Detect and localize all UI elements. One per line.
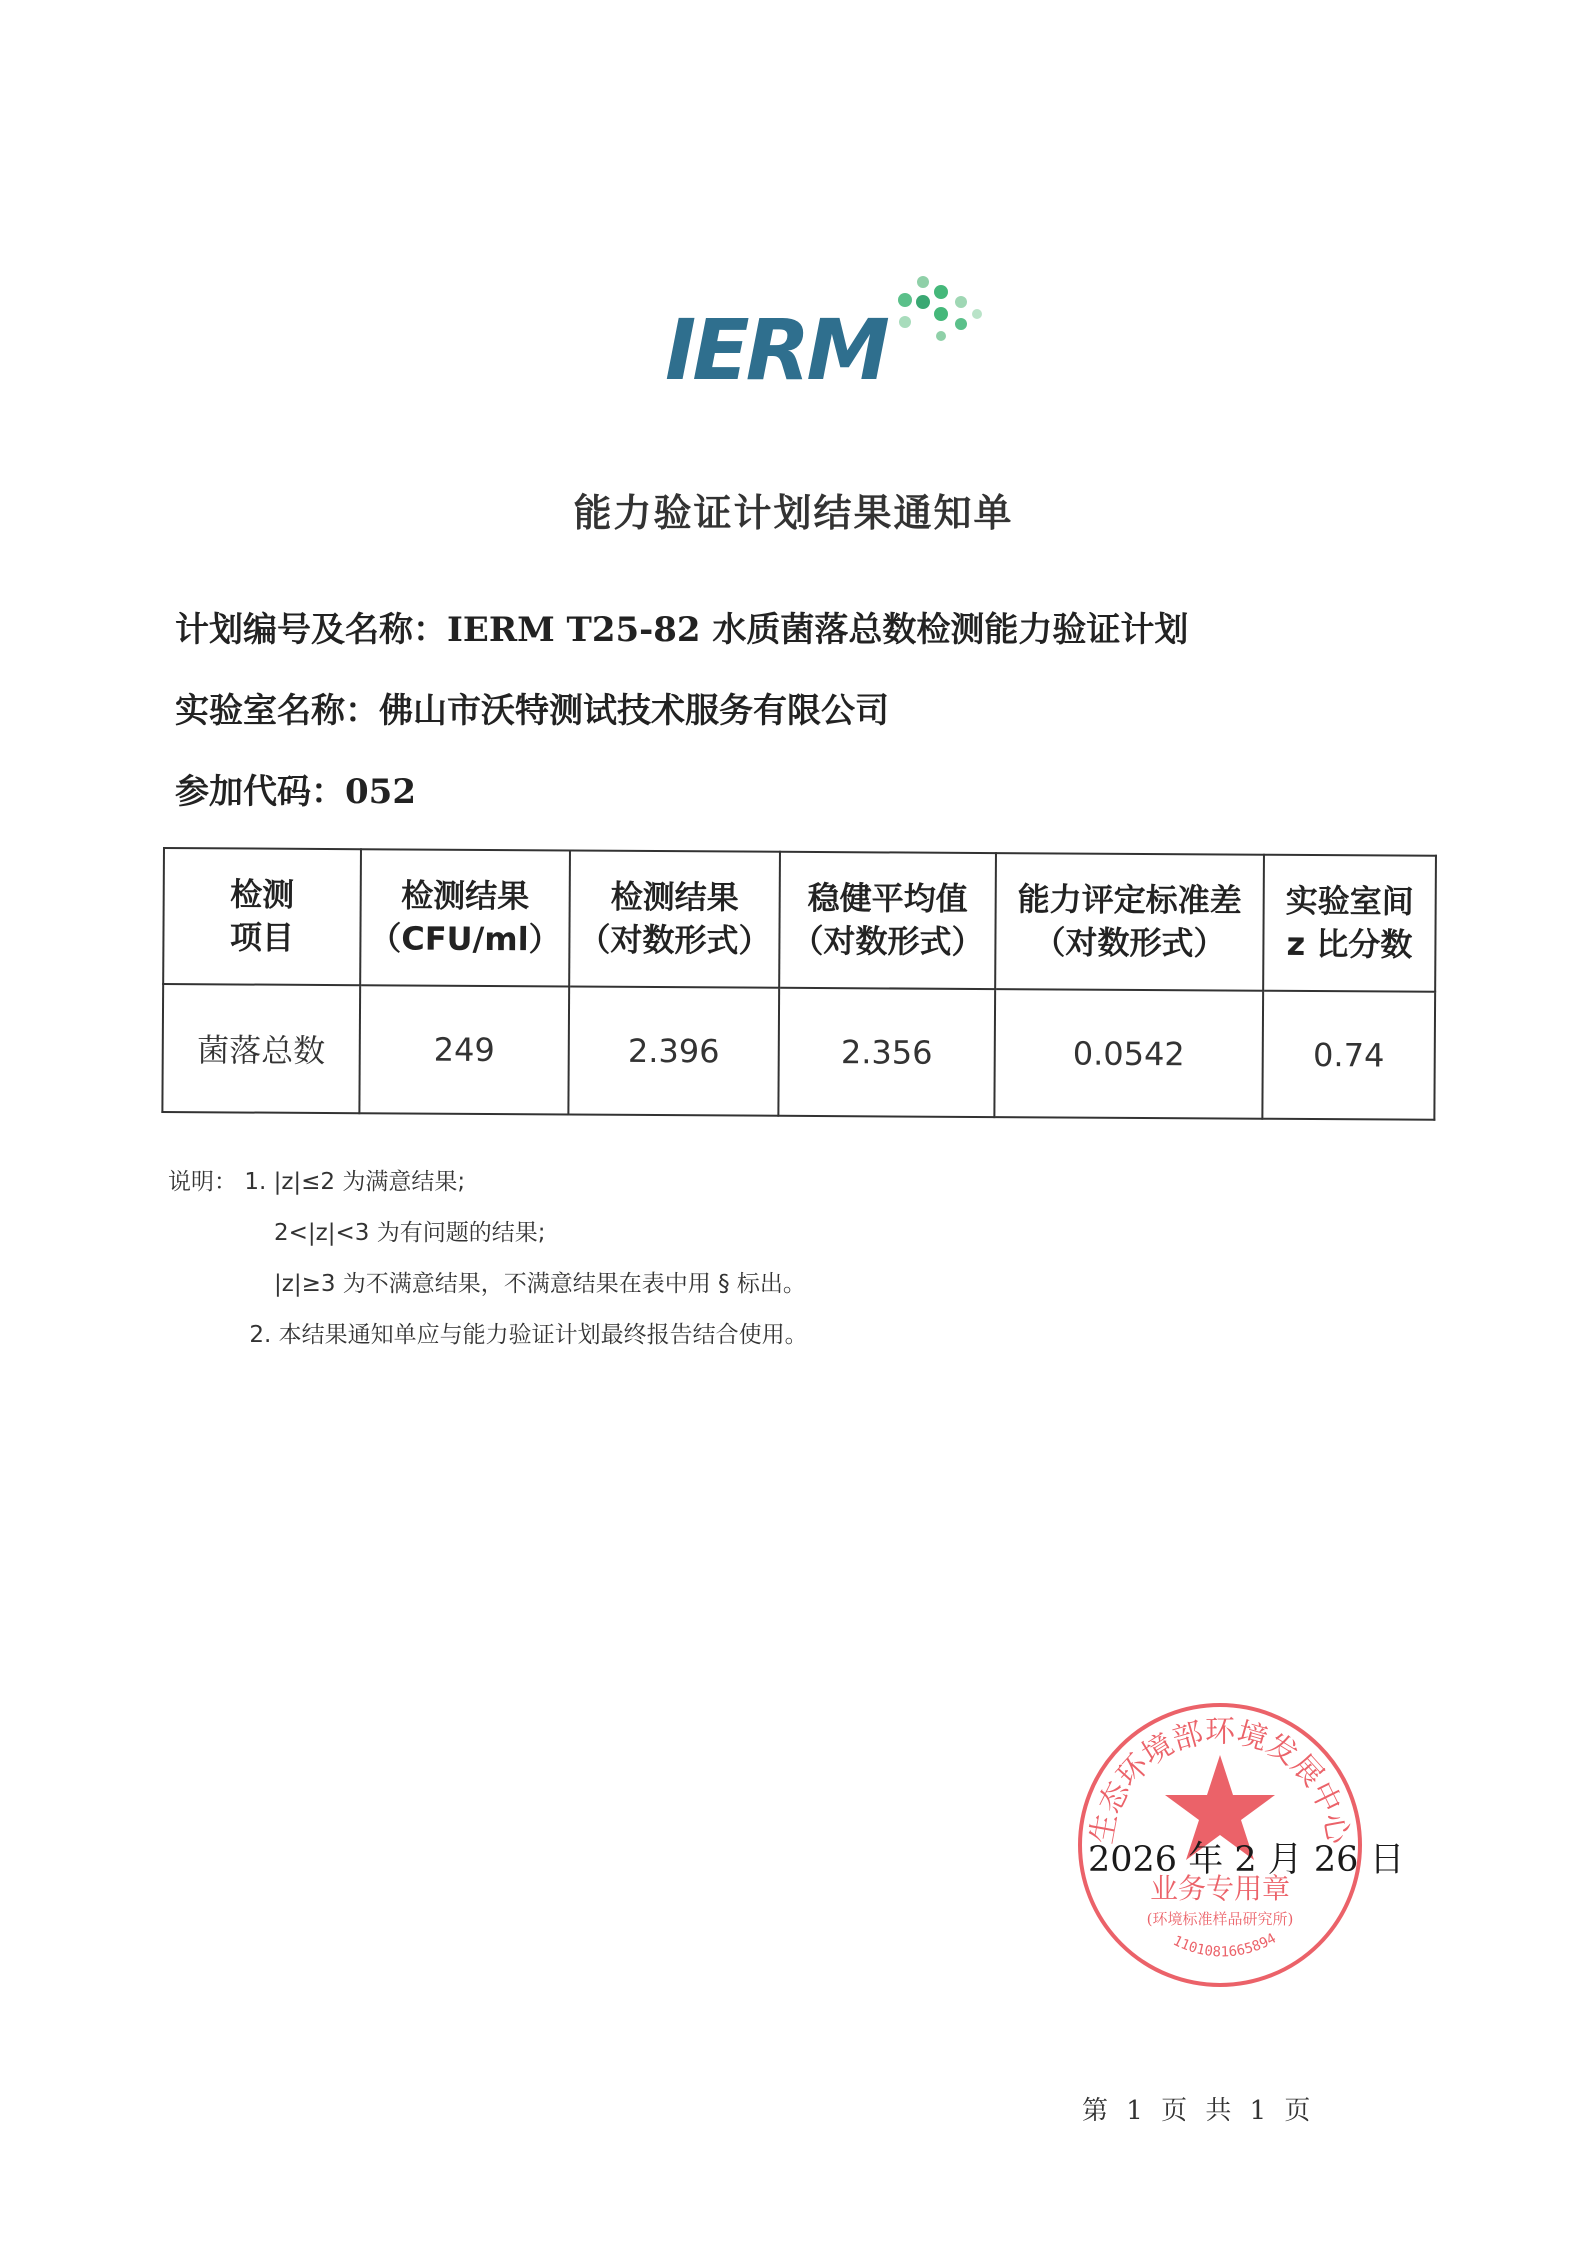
seal-line2: (环境标准样品研究所): [1146, 1910, 1294, 1928]
seal-line1: 业务专用章: [1149, 1872, 1291, 1905]
seal-number: 1101081665894: [1170, 1930, 1280, 1961]
header-cell: 稳健平均值 （对数形式）: [779, 852, 996, 989]
lab-value: 佛山市沃特测试技术服务有限公司: [379, 691, 889, 731]
note-number: 2.: [249, 1322, 272, 1348]
header-cell: 能力评定标准差 （对数形式）: [995, 853, 1264, 991]
logo-molecule-icon: [883, 270, 993, 380]
header-cell: 检测 项目: [163, 848, 361, 985]
code-label: 参加代码：: [175, 772, 345, 812]
page-title: 能力验证计划结果通知单: [573, 491, 1014, 535]
plan-label: 计划编号及名称：: [175, 610, 447, 650]
note-1: [168, 1157, 808, 1208]
ierm-logo: [665, 270, 995, 405]
plan-value: IERM T25-82 水质菌落总数检测能力验证计划: [447, 610, 1189, 650]
note-2: [168, 1310, 808, 1361]
notes: [168, 1157, 808, 1361]
code-value: 052: [345, 772, 416, 812]
note-number: 1.: [244, 1169, 267, 1195]
note-1b: [168, 1208, 808, 1259]
cell-std-dev: 0.0542: [994, 989, 1263, 1119]
header-cell: 实验室间 z 比分数: [1263, 855, 1436, 992]
lab-field: [175, 683, 889, 732]
cell-item: 菌落总数: [162, 984, 360, 1113]
table-row: [162, 984, 1435, 1120]
cell-result-cfu: 249: [359, 985, 569, 1114]
results-table: [161, 847, 1437, 1121]
page-footer: 第 1 页 共 1 页: [1082, 2096, 1311, 2126]
svg-text:1101081665894: [1170, 1930, 1279, 1960]
header-cell: 检测结果 （对数形式）: [569, 850, 780, 987]
notes-label: 说明：: [168, 1169, 237, 1195]
lab-label: 实验室名称：: [175, 691, 379, 731]
note-text: |z|≤2 为满意结果;: [273, 1169, 466, 1195]
note-text: 本结果通知单应与能力验证计划最终报告结合使用。: [278, 1322, 808, 1348]
cell-result-log: 2.396: [568, 986, 779, 1115]
note-text: |z|≥3 为不满意结果，不满意结果在表中用 § 标出。: [274, 1271, 806, 1297]
logo-text: IERM: [665, 301, 886, 399]
table-header-row: [163, 848, 1436, 992]
note-1c: [168, 1259, 808, 1310]
header-cell: 检测结果 （CFU/ml）: [360, 849, 570, 986]
note-text: 2<|z|<3 为有问题的结果;: [274, 1220, 546, 1246]
cell-robust-mean: 2.356: [778, 988, 995, 1117]
code-field: [175, 764, 416, 813]
cell-z-score: 0.74: [1262, 991, 1435, 1120]
issue-date: 2026 年 2 月 26 日: [1088, 1840, 1405, 1880]
seal-arc-text: 生态环境部环境发展中心: [1084, 1714, 1356, 1847]
plan-field: [175, 602, 1188, 651]
